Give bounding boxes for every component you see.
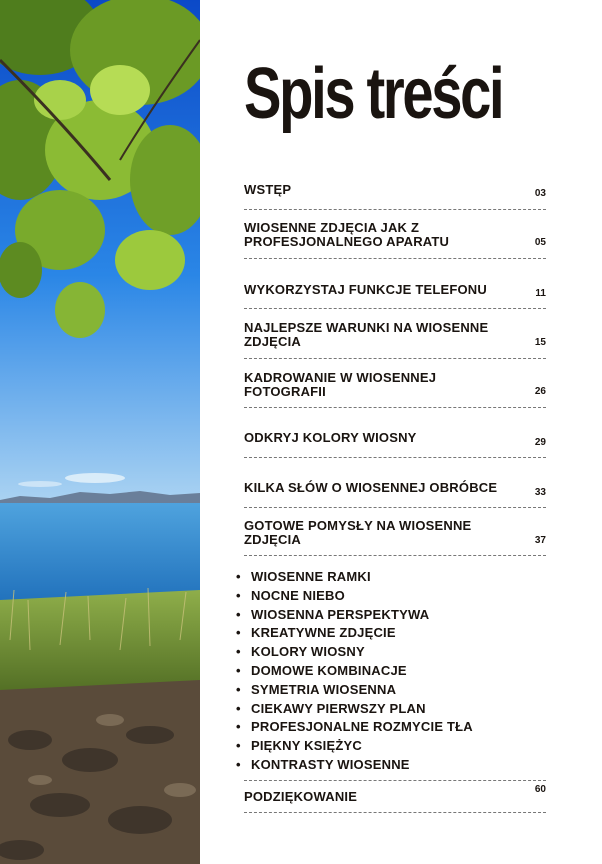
toc-entry-label: NAJLEPSZE WARUNKI NA WIOSENNE ZDJĘCIA (244, 320, 489, 349)
toc-entry[interactable] (244, 481, 546, 508)
toc-entry-page: 29 (534, 437, 546, 448)
list-item[interactable]: • KOLORY WIOSNY (244, 643, 546, 662)
toc-entry[interactable] (244, 371, 546, 408)
list-item[interactable]: • SYMETRIA WIOSENNA (244, 681, 546, 700)
toc-entry-page: 60 (534, 784, 546, 795)
list-item[interactable]: • WIOSENNE RAMKI (244, 568, 546, 587)
toc-entry[interactable] (244, 431, 546, 458)
table-of-contents (244, 0, 546, 864)
toc-entry-page: 03 (534, 188, 546, 199)
list-item[interactable]: • DOMOWE KOMBINACJE (244, 662, 546, 681)
toc-entry-page: 05 (534, 237, 546, 248)
subitem-list (244, 568, 546, 775)
list-item[interactable]: • PIĘKNY KSIĘŻYC (244, 737, 546, 756)
toc-entry-page: 37 (534, 535, 546, 546)
toc-entry-label: GOTOWE POMYSŁY NA WIOSENNE ZDJĘCIA (244, 518, 472, 547)
toc-entry-label: KILKA SŁÓW O WIOSENNEJ OBRÓBCE (244, 480, 498, 495)
list-item[interactable]: • PROFESJONALNE ROZMYCIE TŁA (244, 718, 546, 737)
toc-entry-page: 26 (534, 386, 546, 397)
toc-entry-page: 11 (535, 288, 546, 299)
list-item[interactable]: • NOCNE NIEBO (244, 587, 546, 606)
list-item[interactable]: • KREATYWNE ZDJĘCIE (244, 624, 546, 643)
toc-entry-label: ODKRYJ KOLORY WIOSNY (244, 430, 417, 445)
toc-entry-page: 15 (534, 337, 546, 348)
toc-entry[interactable] (244, 221, 546, 259)
toc-entry[interactable] (244, 183, 546, 210)
toc-entry[interactable] (244, 283, 546, 309)
toc-entry[interactable] (244, 519, 546, 556)
toc-entry-label: WIOSENNE ZDJĘCIA JAK Z PROFESJONALNEGO APARATU (244, 220, 450, 249)
page-title: Spis treści (244, 54, 503, 134)
toc-entry-label: WSTĘP (244, 182, 292, 197)
list-item[interactable]: • KONTRASTY WIOSENNE (244, 756, 546, 775)
toc-entry[interactable] (244, 780, 546, 813)
toc-entry-page: 33 (534, 487, 546, 498)
toc-entry-label: WYKORZYSTAJ FUNKCJE TELEFONU (244, 282, 487, 297)
list-item[interactable]: • CIEKAWY PIERWSZY PLAN (244, 700, 546, 719)
list-item[interactable]: • WIOSENNA PERSPEKTYWA (244, 606, 546, 625)
landscape-illustration (0, 0, 200, 864)
toc-entry-label: PODZIĘKOWANIE (244, 789, 358, 804)
toc-entry-label: KADROWANIE W WIOSENNEJ FOTOGRAFII (244, 370, 437, 399)
toc-entry[interactable] (244, 321, 546, 359)
cover-photo-lake-spring (0, 0, 200, 864)
